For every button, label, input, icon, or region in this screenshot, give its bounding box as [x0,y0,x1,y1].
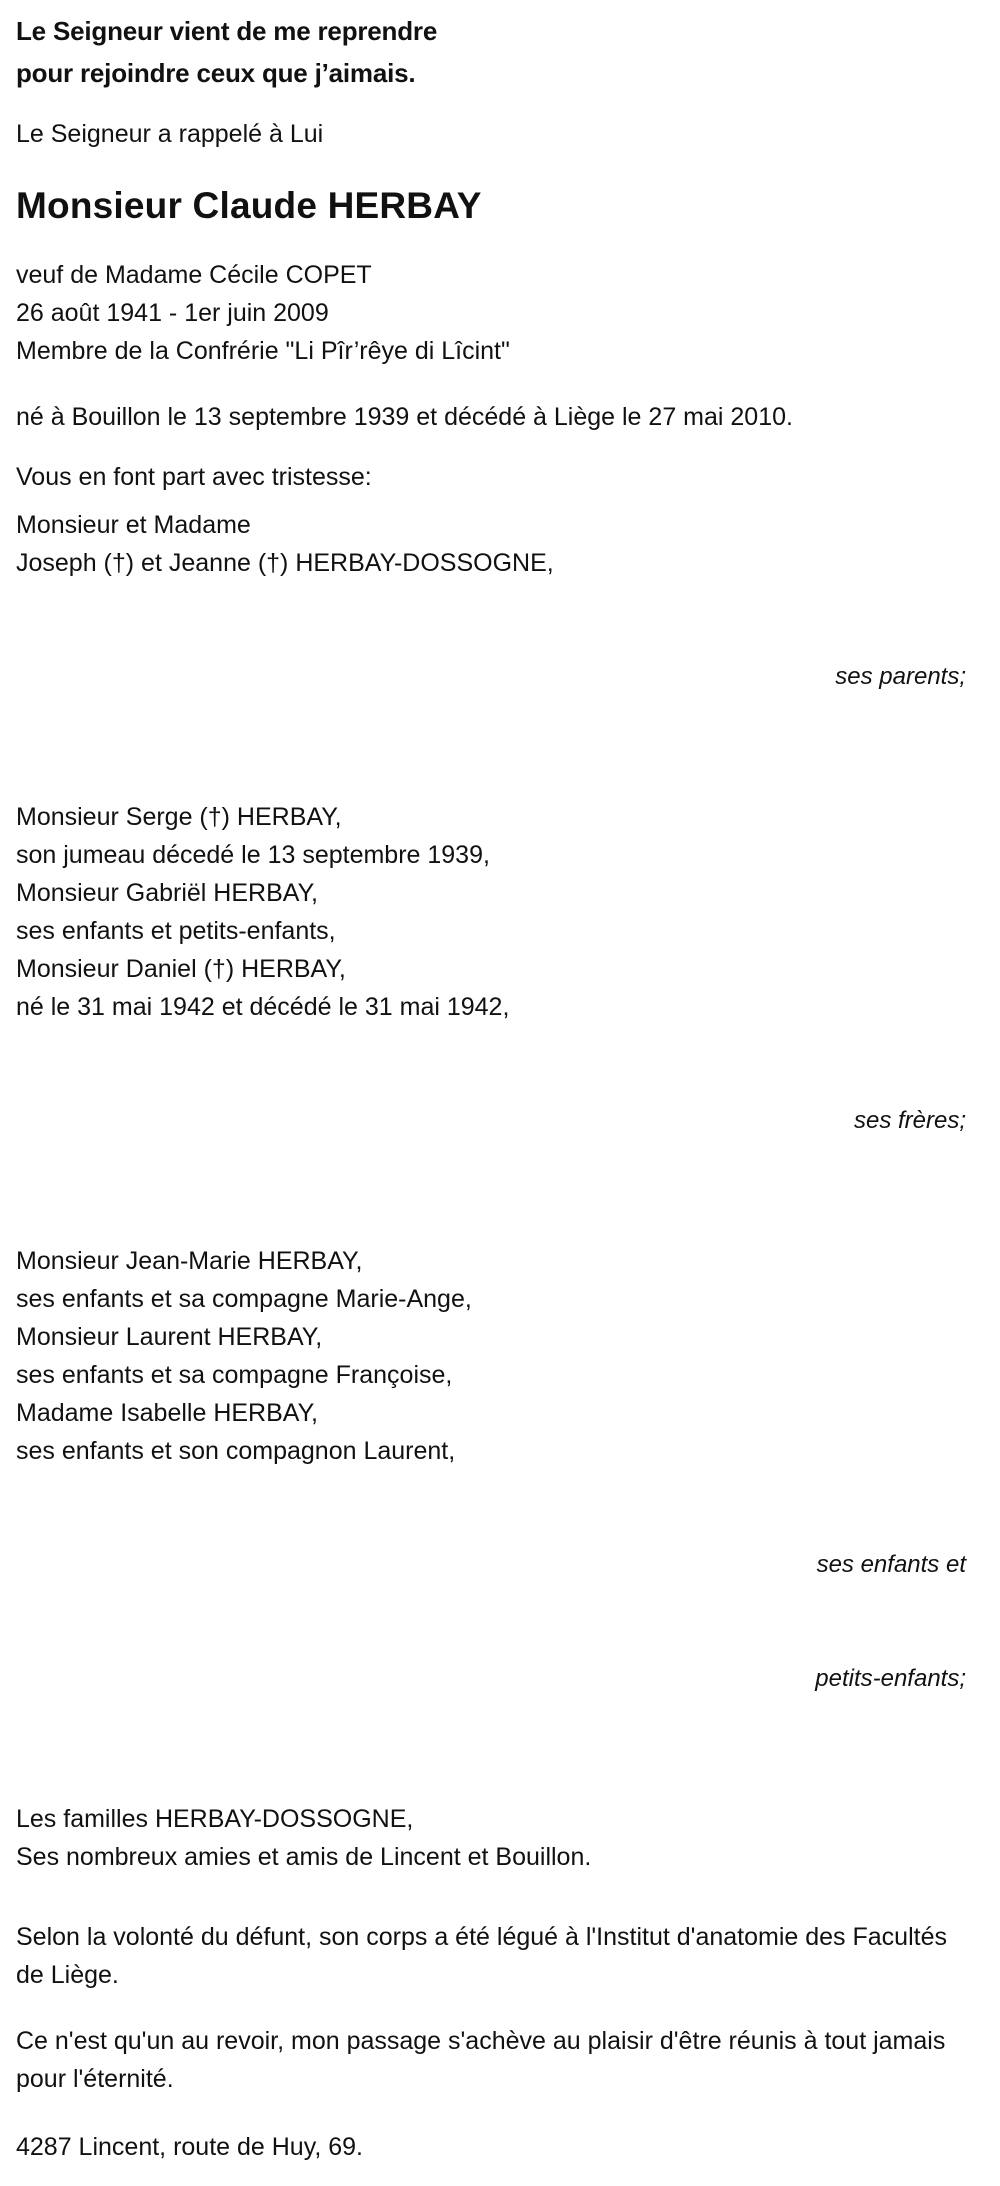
family-line: Madame Isabelle HERBAY, [16,1399,319,1427]
identity-block [16,256,966,370]
family-line: Monsieur Laurent HERBAY, [16,1323,323,1351]
relation-label-parents [16,582,966,772]
family-line: né le 31 mai 1942 et décédé le 31 mai 1942, [16,993,510,1021]
family-line: Monsieur Daniel (†) HERBAY, [16,955,346,983]
family-line: ses enfants et sa compagne Marie-Ange, [16,1285,472,1313]
spouse-dates-line: 26 août 1941 - 1er juin 2009 [16,299,329,327]
families-and-friends [16,1800,966,1876]
membership-line: Membre de la Confrérie "Li Pîr’rêye di Lîcint" [16,337,510,365]
relation-label-brothers [16,1026,966,1216]
family-line: ses enfants et son compagnon Laurent, [16,1437,456,1465]
family-line: Monsieur et Madame [16,511,251,539]
intro-line: Le Seigneur a rappelé à Lui [16,120,324,148]
family-line: son jumeau décedé le 13 septembre 1939, [16,841,490,869]
family-group-parents [16,506,966,772]
relation-line: ses enfants et [816,1551,966,1578]
farewell-paragraph: Ce n'est qu'un au revoir, mon passage s'achève au plaisir d'être réunis à tout jamais pour l'éternité. [16,2027,953,2093]
family-list [16,506,966,1774]
families-line: Les familles HERBAY-DOSSOGNE, [16,1805,414,1833]
deceased-name: Monsieur Claude HERBAY [16,185,482,226]
spouse-line: veuf de Madame Cécile COPET [16,261,372,289]
closing-paragraphs [16,1918,966,2098]
family-group-brothers [16,798,966,1216]
opening-verse [16,10,966,94]
family-line: ses enfants et sa compagne Françoise, [16,1361,453,1389]
family-line: Joseph (†) et Jeanne (†) HERBAY-DOSSOGNE, [16,549,554,577]
birth-death-line: né à Bouillon le 13 septembre 1939 et décédé à Liège le 27 mai 2010. [16,403,793,431]
family-line: Monsieur Jean-Marie HERBAY, [16,1247,363,1275]
family-line: Monsieur Serge (†) HERBAY, [16,803,342,831]
family-line: ses enfants et petits-enfants, [16,917,336,945]
verse-line-1: Le Seigneur vient de me reprendre [16,16,438,46]
verse-line-2: pour rejoindre ceux que j’aimais. [16,58,416,88]
family-line: Monsieur Gabriël HERBAY, [16,879,318,907]
relation-line: ses frères; [853,1107,966,1134]
relation-line: ses parents; [835,663,966,690]
family-group-children [16,1242,966,1774]
announcement-lead: Vous en font part avec tristesse: [16,463,372,491]
relation-line: petits-enfants; [815,1665,966,1692]
address-line: 4287 Lincent, route de Huy, 69. [16,2133,363,2161]
friends-line: Ses nombreux amies et amis de Lincent et Bouillon. [16,1843,592,1871]
donation-paragraph: Selon la volonté du défunt, son corps a été légué à l'Institut d'anatomie des Facultés de Liège. [16,1923,954,1989]
relation-label-children [16,1470,966,1774]
